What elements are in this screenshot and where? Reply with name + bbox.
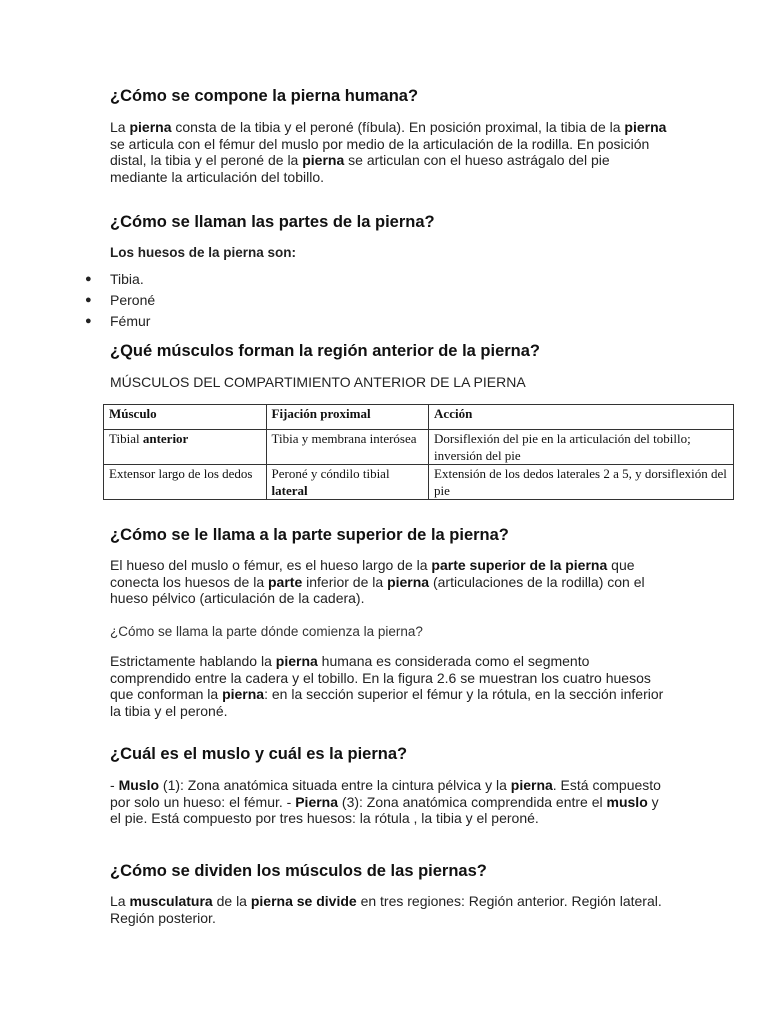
bullet-icon: ● bbox=[85, 315, 92, 327]
column-header-proximal-attachment: Fijación proximal bbox=[266, 405, 429, 430]
heading-anterior-muscles: ¿Qué músculos forman la región anterior de la pierna? bbox=[110, 342, 541, 360]
column-header-action: Acción bbox=[429, 405, 734, 430]
table-caption: MÚSCULOS DEL COMPARTIMIENTO ANTERIOR DE LA PIERNA bbox=[110, 374, 526, 390]
heading-muscle-division: ¿Cómo se dividen los músculos de las piernas? bbox=[110, 862, 487, 880]
table-row bbox=[104, 430, 734, 465]
paragraph-leg-start: Estrictamente hablando la pierna humana es considerada como el segmento comprendido entre la cadera y el tobillo. En la figura 2.6 se muestran los cuatro huesos que conforman la pierna: en la sección superior el fémur y la rótula, en la sección inferior la tibia y el peroné. bbox=[110, 653, 664, 719]
table-cell: Extensor largo de los dedos bbox=[104, 465, 267, 500]
bullet-icon: ● bbox=[85, 273, 92, 285]
paragraph-leg-composition: La pierna consta de la tibia y el peroné (fíbula). En posición proximal, la tibia de la pierna se articula con el fémur del muslo por medio de la articulación de la rodilla. En posición distal, la tibia y el peroné de la pierna se articulan con el hueso astrágalo del pie mediante la articulación del tobillo. bbox=[110, 119, 667, 185]
bones-list bbox=[85, 271, 155, 334]
table-cell: Tibia y membrana interósea bbox=[266, 430, 429, 465]
heading-thigh-vs-leg: ¿Cuál es el muslo y cuál es la pierna? bbox=[110, 745, 408, 763]
heading-leg-parts: ¿Cómo se llaman las partes de la pierna? bbox=[110, 213, 435, 231]
heading-upper-leg: ¿Cómo se le llama a la parte superior de la pierna? bbox=[110, 526, 509, 544]
table-cell: Dorsiflexión del pie en la articulación del tobillo; inversión del pie bbox=[429, 430, 734, 465]
table-cell: Extensión de los dedos laterales 2 a 5, y dorsiflexión del pie bbox=[429, 465, 734, 500]
paragraph-muscle-division: La musculatura de la pierna se divide en tres regiones: Región anterior. Región lateral. Región posterior. bbox=[110, 893, 662, 926]
table-cell: Peroné y cóndilo tibial lateral bbox=[266, 465, 429, 500]
bullet-icon: ● bbox=[85, 294, 92, 306]
table-row bbox=[104, 465, 734, 500]
paragraph-upper-leg: El hueso del muslo o fémur, es el hueso largo de la parte superior de la pierna que conecta los huesos de la parte inferior de la pierna (articulaciones de la rodilla) con el hueso pélvico (articulación de la cadera). bbox=[110, 557, 645, 606]
list-item: ● Tibia. bbox=[85, 271, 144, 287]
table-header-row bbox=[104, 405, 734, 430]
column-header-muscle: Músculo bbox=[104, 405, 267, 430]
table-cell: Tibial anterior bbox=[104, 430, 267, 465]
subquestion-leg-start: ¿Cómo se llama la parte dónde comienza la pierna? bbox=[110, 624, 423, 639]
paragraph-thigh-vs-leg: - Muslo (1): Zona anatómica situada entre la cintura pélvica y la pierna. Está compuesto por solo un hueso: el fémur. - Pierna (3): Zona anatómica comprendida entre el muslo y el pie. Está compuesto por tres huesos: la rótula , la tibia y el peroné. bbox=[110, 777, 661, 826]
muscles-table bbox=[103, 404, 734, 500]
subheading-leg-bones: Los huesos de la pierna son: bbox=[110, 245, 297, 260]
heading-leg-composition: ¿Cómo se compone la pierna humana? bbox=[110, 87, 419, 105]
list-item: ● Fémur bbox=[85, 313, 151, 329]
list-item: ● Peroné bbox=[85, 292, 156, 308]
